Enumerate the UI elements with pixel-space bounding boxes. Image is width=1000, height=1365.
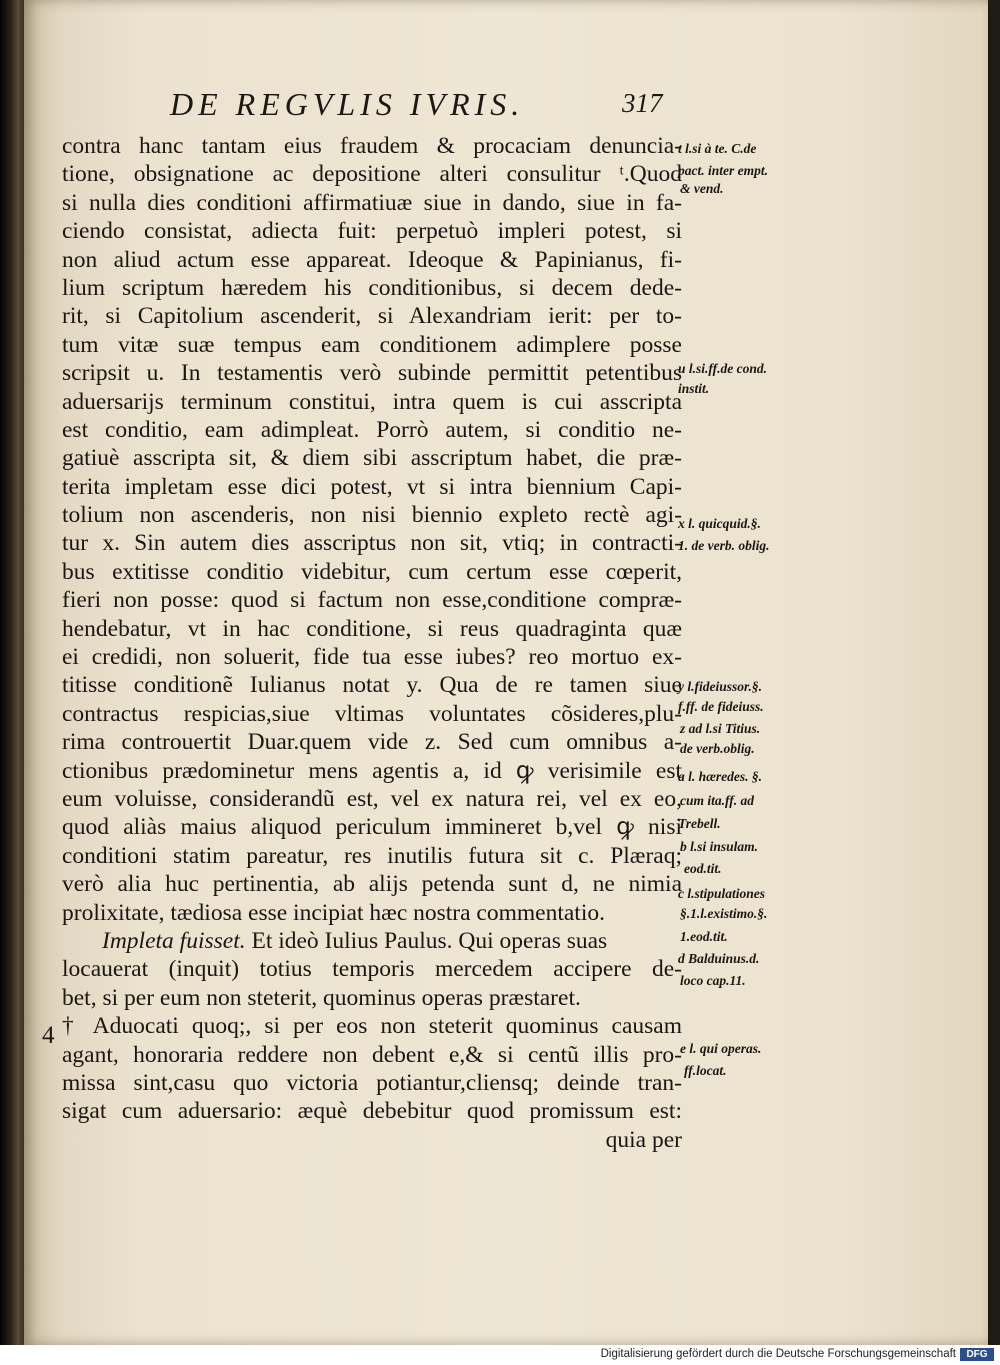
text-line: eum voluisse, considerandũ est, vel ex natura rei, vel ex eo, xyxy=(62,785,682,812)
catchword: quia per xyxy=(605,1126,682,1153)
text-line: est conditio, eam adimpleat. Porrò autem, si conditio ne- xyxy=(62,416,682,443)
text-line: conditioni statim pareatur, res inutilis futura sit c. Plæraq; xyxy=(62,842,682,869)
marginal-note: a l. hæredes. §. xyxy=(678,769,762,784)
text-line: prolixitate, tædiosa esse incipiat hæc nostra commentatio. xyxy=(62,899,605,926)
digitization-footer xyxy=(0,1345,1000,1365)
marginal-note: cum ita.ff. ad xyxy=(680,793,754,808)
text-line: tione, obsignatione ac depositione alteri consulitur ᵗ.Quod xyxy=(62,161,682,188)
marginal-note: de verb.oblig. xyxy=(680,741,755,756)
text-line: titisse conditionẽ Iulianus notat y. Qua de re tamen siue xyxy=(62,672,682,699)
text-line: agant, honoraria reddere non debent e,& si centũ illis pro- xyxy=(62,1041,682,1068)
text-line: rit, si Capitolium ascenderit, si Alexandriam ierit: per to- xyxy=(62,303,682,330)
main-text-column xyxy=(62,132,682,1154)
text-line: locauerat (inquit) totius temporis mercedem accipere de- xyxy=(62,956,682,983)
text-line: fieri non posse: quod si factum non esse,conditione compræ- xyxy=(62,587,682,614)
footer-credit: Digitalisierung gefördert durch die Deutsche Forschungsgemeinschaft xyxy=(600,1348,956,1360)
text-line: hendebatur, vt in hac conditione, si reus quadraginta quæ xyxy=(62,615,682,642)
page-number: 317 xyxy=(622,88,663,118)
page-edge xyxy=(988,0,1000,1345)
margin-number: 4 xyxy=(42,1022,55,1049)
marginal-note: & vend. xyxy=(680,181,724,196)
lemma-heading: Impleta fuisset. xyxy=(102,927,246,954)
text-line: tur x. Sin autem dies asscriptus non sit, vtiq; in contracti- xyxy=(62,530,682,557)
marginal-note: eod.tit. xyxy=(684,861,722,876)
text-line: lium scriptum hæredem his conditionibus, si decem dede- xyxy=(62,274,682,301)
text-line: tolium non ascenderis, non nisi biennio expleto rectè agi- xyxy=(62,502,682,529)
marginal-note: z ad l.si Titius. xyxy=(680,721,761,736)
marginal-note: Trebell. xyxy=(678,816,721,831)
marginal-note: c l.stipulationes xyxy=(678,886,766,901)
text-line: sigat cum aduersario: æquè debebitur quod promissum est: xyxy=(62,1098,682,1125)
paragraph-text: Et ideò Iulius Paulus. Qui operas suas xyxy=(245,927,608,954)
marginal-note: 1.eod.tit. xyxy=(680,929,728,944)
marginal-note: loco cap.11. xyxy=(680,973,746,988)
text-line: verò alia huc pertinentia, ab alijs petenda sunt d, ne nimia xyxy=(62,871,682,898)
text-line: si nulla dies conditioni affirmatiuæ siue in dando, siue in fa- xyxy=(62,189,682,216)
marginal-note: y l.fideiussor.§. xyxy=(678,679,763,694)
text-line: non aliud actum esse appareat. Ideoque & Papinianus, fi- xyxy=(62,246,682,273)
text-line: ei credidi, non soluerit, fide tua esse iubes? reo mortuo ex- xyxy=(62,644,682,671)
text-line: missa sint,casu quo victoria potiantur,cliensq; deinde tran- xyxy=(62,1069,682,1096)
marginal-note: pact. inter empt. xyxy=(678,163,768,178)
text-line: ctionibus prædominetur mens agentis a, id ꝙ verisimile est xyxy=(62,757,682,784)
marginal-note: §.1.l.existimo.§. xyxy=(680,906,768,921)
marginal-note: instit. xyxy=(678,381,710,396)
running-title: DE REGVLIS IVRIS. xyxy=(170,86,525,122)
marginal-note: d Balduinus.d. xyxy=(678,951,760,966)
text-line: ciendo consistat, adiecta fuit: perpetuò impleri potest, si xyxy=(62,218,682,245)
book-spine-shadow xyxy=(0,0,24,1345)
marginal-note: f.ff. de fideiuss. xyxy=(678,699,764,714)
marginal-note: u l.si.ff.de cond. xyxy=(678,361,768,376)
text-line: terita impletam esse dici potest, vt si intra biennium Capi- xyxy=(62,473,682,500)
marginal-note: e l. qui operas. xyxy=(680,1041,762,1056)
text-line: aduersarijs terminum constitui, intra quem is cui asscripta xyxy=(62,388,682,415)
text-line: bet, si per eum non steterit, quominus operas præstaret. xyxy=(62,984,581,1011)
marginal-note: ff.locat. xyxy=(684,1063,727,1078)
text-line: rima controuertit Duar.quem vide z. Sed cum omnibus a- xyxy=(62,729,682,756)
text-line: contractus respicias,siue vltimas voluntates cõsideres,plu- xyxy=(62,700,682,727)
marginal-note: x l. quicquid.§. xyxy=(678,516,761,531)
marginal-note: b l.si insulam. xyxy=(680,839,759,854)
text-line: bus extitisse conditio videbitur, cum certum esse cœperit, xyxy=(62,558,682,585)
dfg-logo: DFG xyxy=(960,1348,994,1361)
marginal-note: 1. de verb. oblig. xyxy=(678,538,770,553)
text-line: gatiuè asscripta sit, & diem sibi asscriptum habet, die præ- xyxy=(62,445,682,472)
text-line: quod aliàs maius aliquod periculum immineret b,vel ꝙ nisi xyxy=(62,814,682,841)
text-line: tum vitæ suæ tempus eam conditionem adimplere posse xyxy=(62,331,682,358)
text-line: contra hanc tantam eius fraudem & procaciam denuncia- xyxy=(62,133,682,159)
text-line: scripsit u. In testamentis verò subinde permittit petentibus xyxy=(62,360,682,387)
paragraph-start-line xyxy=(62,927,682,955)
marginal-note: t l.si à te. C.de xyxy=(678,141,757,156)
text-line: † Aduocati quoq;, si per eos non steterit quominus causam xyxy=(62,1013,682,1040)
